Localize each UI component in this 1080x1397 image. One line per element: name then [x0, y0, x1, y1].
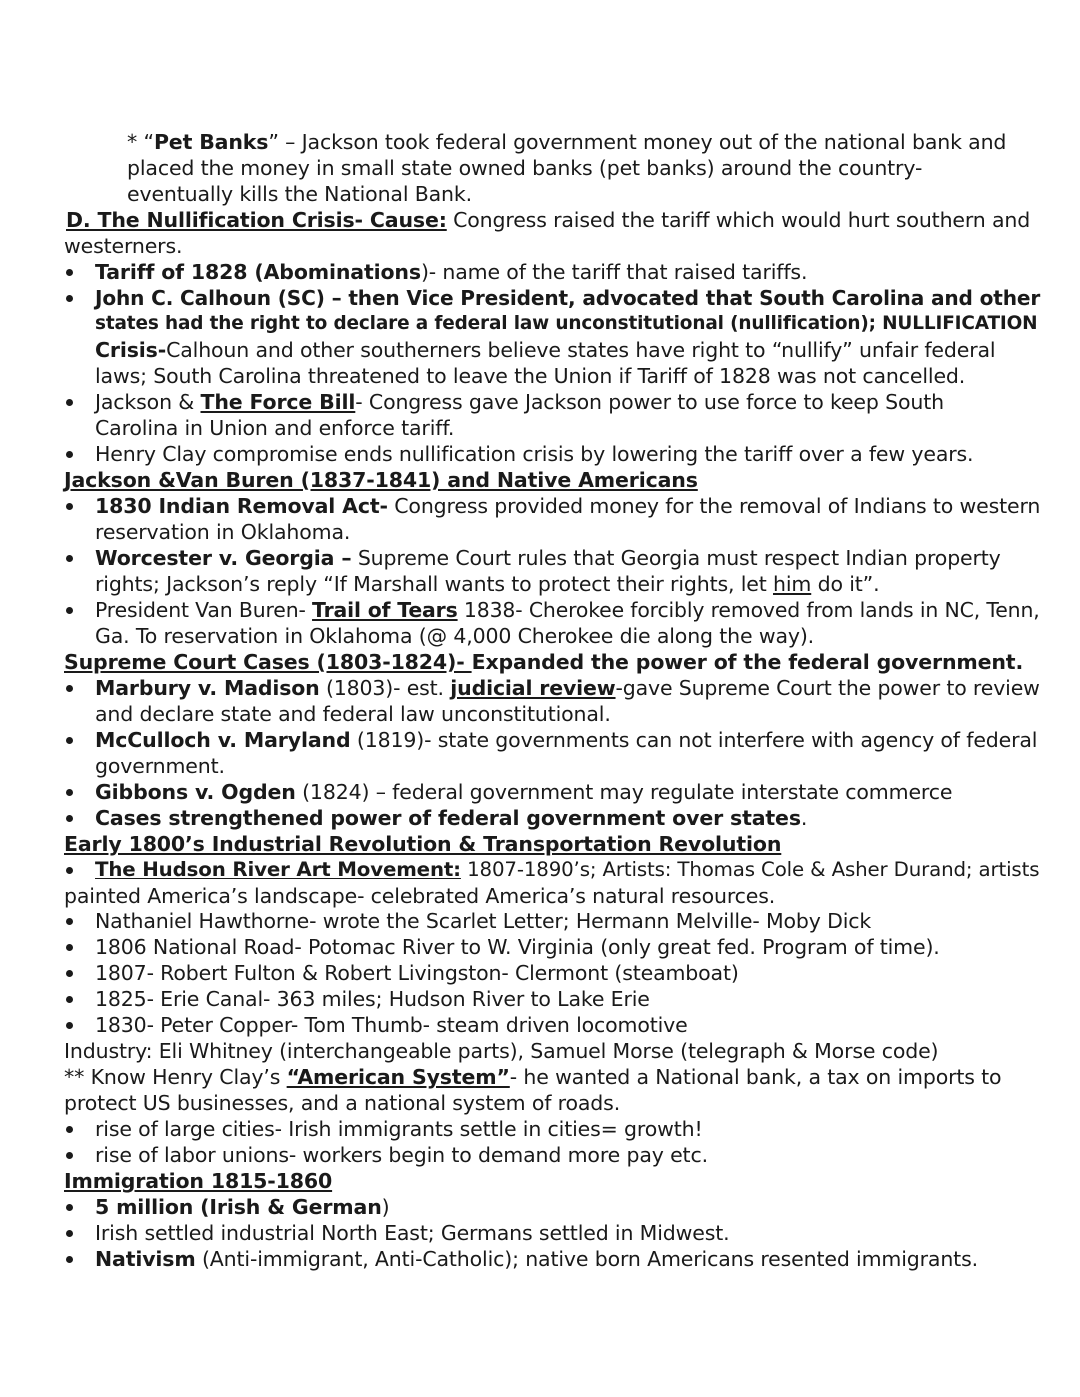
text-segment: 1830- Peter Copper- Tom Thumb- steam driven locomotive: [95, 1013, 688, 1037]
text-segment: ): [381, 1195, 390, 1219]
text-segment: Gibbons v. Ogden: [95, 780, 296, 804]
bullet-dot-icon: [66, 451, 73, 458]
text-segment: Trail of Tears: [312, 598, 458, 622]
bullet-line: [95, 1194, 390, 1220]
bullet-dot-icon: [66, 996, 73, 1003]
bullet-dot-icon: [66, 737, 73, 744]
text-segment: Industry: Eli Whitney (interchangeable parts), Samuel Morse (telegraph & Morse code): [64, 1039, 939, 1063]
text-segment: D. The Nullification Crisis- Cause:: [66, 208, 447, 232]
text-segment: Cases strengthened power of federal government over states: [95, 806, 801, 830]
bullet-line: [95, 960, 739, 986]
text-segment: Worcester v. Georgia –: [95, 546, 352, 570]
text-line: [64, 1168, 332, 1194]
text-segment: rights; Jackson’s reply “If Marshall wants to protect their rights, let: [95, 572, 774, 596]
text-segment: 1838- Cherokee forcibly removed from lands in NC, Tenn,: [457, 598, 1040, 622]
text-line: [95, 519, 350, 545]
text-segment: rise of labor unions- workers begin to demand more pay etc.: [95, 1143, 708, 1167]
bullet-dot-icon: [66, 1256, 73, 1263]
bullet-dot-icon: [66, 295, 73, 302]
bullet-dot-icon: [66, 867, 73, 874]
bullet-line: [95, 1116, 703, 1142]
bullet-line: [95, 259, 807, 285]
bullet-line: [95, 597, 1040, 623]
bullet-dot-icon: [66, 944, 73, 951]
bullet-line: [95, 545, 1001, 571]
bullet-line: [95, 779, 952, 805]
text-segment: * “: [127, 130, 154, 154]
text-line: [64, 649, 1023, 675]
bullet-line: [95, 908, 871, 934]
bullet-line: [95, 857, 1039, 883]
bullet-line: [95, 986, 650, 1012]
text-segment: rise of large cities- Irish immigrants settle in cities= growth!: [95, 1117, 703, 1141]
text-segment: judicial review: [450, 676, 616, 700]
bullet-dot-icon: [66, 918, 73, 925]
text-segment: protect US businesses, and a national system of roads.: [64, 1091, 621, 1115]
text-segment: and declare state and federal law unconstitutional.: [95, 702, 611, 726]
text-segment: “American System”: [286, 1065, 510, 1089]
bullet-dot-icon: [66, 685, 73, 692]
text-segment: Ga. To reservation in Oklahoma (@ 4,000 Cherokee die along the way).: [95, 624, 815, 648]
text-segment: do it”.: [811, 572, 880, 596]
bullet-line: [95, 1246, 978, 1272]
text-segment: 1807- Robert Fulton & Robert Livingston- Clermont (steamboat): [95, 961, 739, 985]
text-line: [95, 623, 814, 649]
bullet-dot-icon: [66, 503, 73, 510]
text-segment: Expanded the power of the federal government.: [471, 650, 1024, 674]
text-segment: ** Know Henry Clay’s: [64, 1065, 287, 1089]
text-segment: Tariff of 1828 (Abominations: [95, 260, 421, 284]
text-segment: Congress provided money for the removal of Indians to western: [387, 494, 1041, 518]
bullet-dot-icon: [66, 399, 73, 406]
text-segment: 1830 Indian Removal Act-: [95, 494, 388, 518]
bullet-line: [95, 675, 1040, 701]
text-segment: states had the right to declare a federal law unconstitutional (nullification); NULLIFICATION: [95, 313, 1038, 334]
bullet-dot-icon: [66, 1152, 73, 1159]
text-segment: (1819)- state governments can not interfere with agency of federal: [350, 728, 1038, 752]
text-segment: (1803)- est.: [319, 676, 451, 700]
text-segment: Immigration 1815-1860: [64, 1169, 333, 1193]
text-segment: Supreme Court rules that Georgia must respect Indian property: [351, 546, 1001, 570]
text-segment: painted America’s landscape- celebrated America’s natural resources.: [64, 884, 776, 908]
text-line: [127, 155, 922, 181]
text-line: [95, 311, 1037, 337]
text-line: [64, 831, 781, 857]
bullet-line: [95, 805, 807, 831]
bullet-dot-icon: [66, 607, 73, 614]
bullet-line: [95, 1012, 688, 1038]
text-line: [64, 1090, 620, 1116]
bullet-dot-icon: [66, 1230, 73, 1237]
text-segment: Jackson &: [95, 390, 201, 414]
text-segment: John C. Calhoun (SC) – then Vice President, advocated that South Carolina and other: [95, 286, 1041, 310]
text-segment: 1807-1890’s; Artists: Thomas Cole & Asher Durand; artists: [460, 858, 1040, 881]
text-line: [95, 701, 611, 727]
text-segment: (Anti-immigrant, Anti-Catholic); native born Americans resented immigrants.: [195, 1247, 978, 1271]
text-line: [127, 181, 472, 207]
text-segment: 1825- Erie Canal- 363 miles; Hudson River to Lake Erie: [95, 987, 650, 1011]
text-segment: - he wanted a National bank, a tax on imports to: [509, 1065, 1002, 1089]
text-segment: placed the money in small state owned banks (pet banks) around the country-: [127, 156, 923, 180]
text-line: [64, 1064, 1001, 1090]
text-segment: -gave Supreme Court the power to review: [615, 676, 1040, 700]
text-segment: (1824) – federal government may regulate interstate commerce: [295, 780, 953, 804]
text-segment: laws; South Carolina threatened to leave the Union if Tariff of 1828 was not cancelled.: [95, 364, 966, 388]
text-segment: McCulloch v. Maryland: [95, 728, 351, 752]
bullet-line: [95, 493, 1040, 519]
text-line: [64, 883, 775, 909]
bullet-line: [95, 1220, 730, 1246]
text-segment: The Force Bill: [200, 390, 356, 414]
text-segment: Congress raised the tariff which would hurt southern and: [446, 208, 1031, 232]
text-segment: 5 million (Irish & German: [95, 1195, 382, 1219]
text-line: [95, 363, 965, 389]
bullet-dot-icon: [66, 555, 73, 562]
bullet-line: [95, 285, 1040, 311]
text-line: [66, 207, 1030, 233]
bullet-dot-icon: [66, 1204, 73, 1211]
text-segment: Jackson &Van Buren (1837-1841) and Native Americans: [64, 468, 698, 492]
text-segment: Early 1800’s Industrial Revolution & Transportation Revolution: [64, 832, 782, 856]
text-segment: Supreme Court Cases (1803-1824)-: [64, 650, 472, 674]
text-segment: Pet Banks: [153, 130, 269, 154]
bullet-dot-icon: [66, 1022, 73, 1029]
bullet-dot-icon: [66, 1126, 73, 1133]
text-segment: ” – Jackson took federal government money out of the national bank and: [268, 130, 1007, 154]
text-segment: Henry Clay compromise ends nullification crisis by lowering the tariff over a few years.: [95, 442, 974, 466]
text-segment: )- name of the tariff that raised tariffs.: [420, 260, 808, 284]
text-line: [64, 467, 698, 493]
text-line: [64, 233, 182, 259]
bullet-line: [95, 1142, 708, 1168]
text-segment: eventually kills the National Bank.: [127, 182, 472, 206]
text-segment: him: [773, 572, 812, 596]
text-segment: Marbury v. Madison: [95, 676, 320, 700]
bullet-dot-icon: [66, 970, 73, 977]
text-segment: 1806 National Road- Potomac River to W. Virginia (only great fed. Program of time).: [95, 935, 940, 959]
text-segment: westerners.: [64, 234, 183, 258]
text-line: [95, 753, 225, 779]
text-segment: .: [800, 806, 808, 830]
text-line: [127, 129, 1006, 155]
text-segment: Calhoun and other southerners believe states have right to “nullify” unfair federal: [166, 338, 996, 362]
text-line: [95, 415, 454, 441]
bullet-line: [95, 727, 1037, 753]
text-segment: President Van Buren-: [95, 598, 313, 622]
text-segment: - Congress gave Jackson power to use force to keep South: [355, 390, 944, 414]
bullet-dot-icon: [66, 815, 73, 822]
text-line: [64, 1038, 938, 1064]
text-segment: Crisis-: [95, 338, 167, 362]
text-segment: Carolina in Union and enforce tariff.: [95, 416, 455, 440]
text-line: [95, 337, 995, 363]
bullet-dot-icon: [66, 789, 73, 796]
text-segment: reservation in Oklahoma.: [95, 520, 351, 544]
text-segment: Irish settled industrial North East; Germans settled in Midwest.: [95, 1221, 730, 1245]
text-segment: Nathaniel Hawthorne- wrote the Scarlet Letter; Hermann Melville- Moby Dick: [95, 909, 872, 933]
text-segment: government.: [95, 754, 225, 778]
text-line: [95, 571, 880, 597]
bullet-dot-icon: [66, 269, 73, 276]
text-segment: Nativism: [95, 1247, 196, 1271]
bullet-line: [95, 389, 944, 415]
text-segment: The Hudson River Art Movement:: [95, 858, 461, 881]
bullet-line: [95, 934, 940, 960]
bullet-line: [95, 441, 973, 467]
